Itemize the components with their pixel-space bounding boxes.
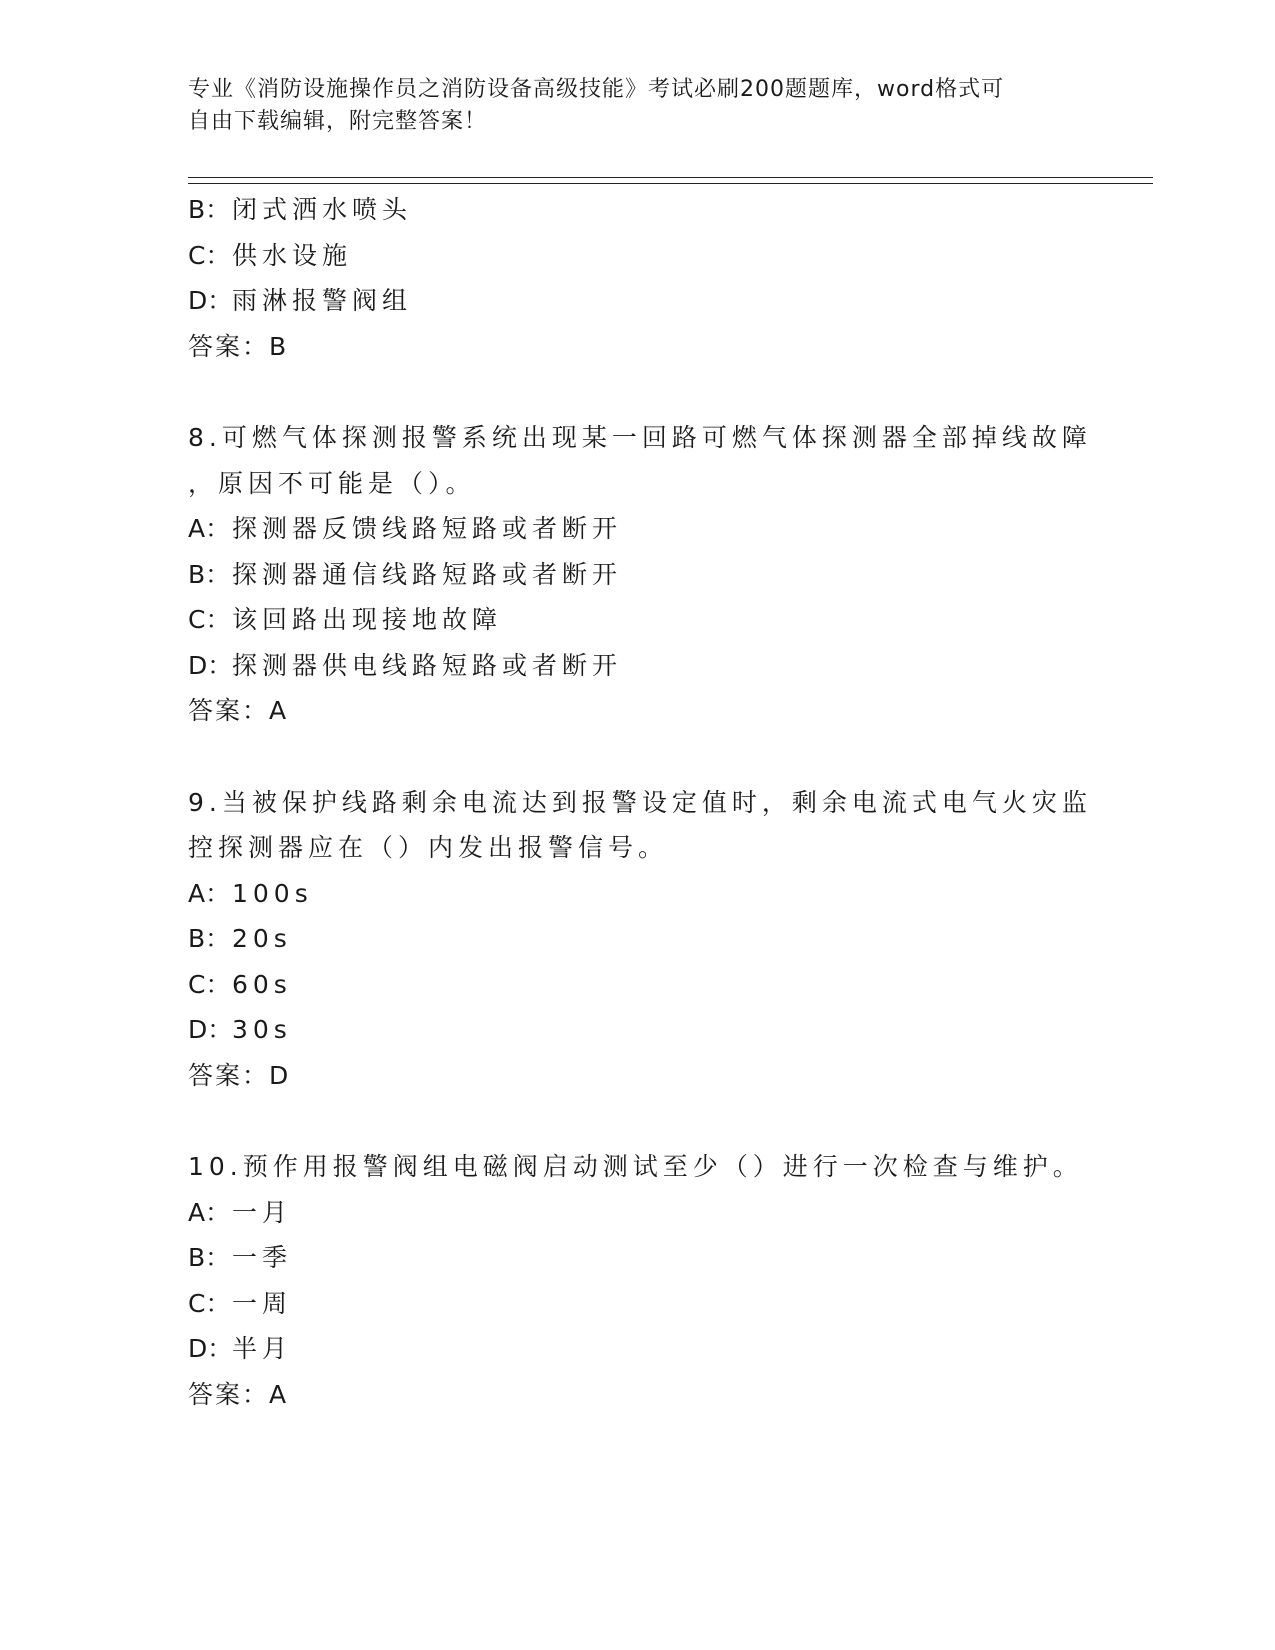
document-header — [188, 74, 1068, 138]
question-stem-line-2: ，原因不可能是（）。 — [188, 468, 476, 498]
question-stem-line-1: 10.预作用报警阀组电磁阀启动测试至少（）进行一次检查与维护。 — [188, 1152, 1083, 1181]
question-list — [188, 187, 1092, 1417]
question-8 — [188, 415, 1092, 734]
answer: 答案：D — [188, 1060, 291, 1090]
option-a: A：一月 — [188, 1197, 293, 1227]
option-d: D：30s — [188, 1015, 292, 1044]
option-b: B：闭式洒水喷头 — [188, 195, 413, 224]
option-c: C：供水设施 — [188, 240, 353, 270]
answer: 答案：A — [188, 1379, 289, 1409]
question-stem-line-1: 8.可燃气体探测报警系统出现某一回路可燃气体探测器全部掉线故障 — [188, 423, 1092, 452]
question-10 — [188, 1144, 1088, 1417]
option-c: C：60s — [188, 969, 292, 999]
option-a: A：100s — [188, 878, 313, 908]
option-c: C：一周 — [188, 1288, 293, 1318]
header-divider-bottom — [188, 183, 1153, 184]
option-d: D：半月 — [188, 1334, 293, 1363]
answer: 答案：B — [188, 331, 289, 361]
option-b: B：20s — [188, 924, 292, 953]
option-d: D：雨淋报警阀组 — [188, 286, 413, 315]
option-c: C：该回路出现接地故障 — [188, 605, 503, 634]
option-b: B：一季 — [188, 1243, 293, 1272]
header-line-2: 自由下载编辑，附完整答案！ — [188, 109, 488, 134]
question-stem-line-2: 控探测器应在（）内发出报警信号。 — [188, 833, 669, 862]
question-stem-line-1: 9.当被保护线路剩余电流达到报警设定值时，剩余电流式电气火灾监 — [188, 787, 1092, 817]
option-d: D：探测器供电线路短路或者断开 — [188, 650, 623, 680]
answer: 答案：A — [188, 696, 289, 725]
option-a: A：探测器反馈线路短路或者断开 — [188, 514, 623, 543]
question-7 — [188, 187, 1088, 369]
option-b: B：探测器通信线路短路或者断开 — [188, 559, 623, 589]
question-9 — [188, 780, 1092, 1099]
header-line-1: 专业《消防设施操作员之消防设备高级技能》考试必刷200题题库，word格式可 — [188, 77, 1005, 102]
header-divider-top — [188, 177, 1153, 178]
